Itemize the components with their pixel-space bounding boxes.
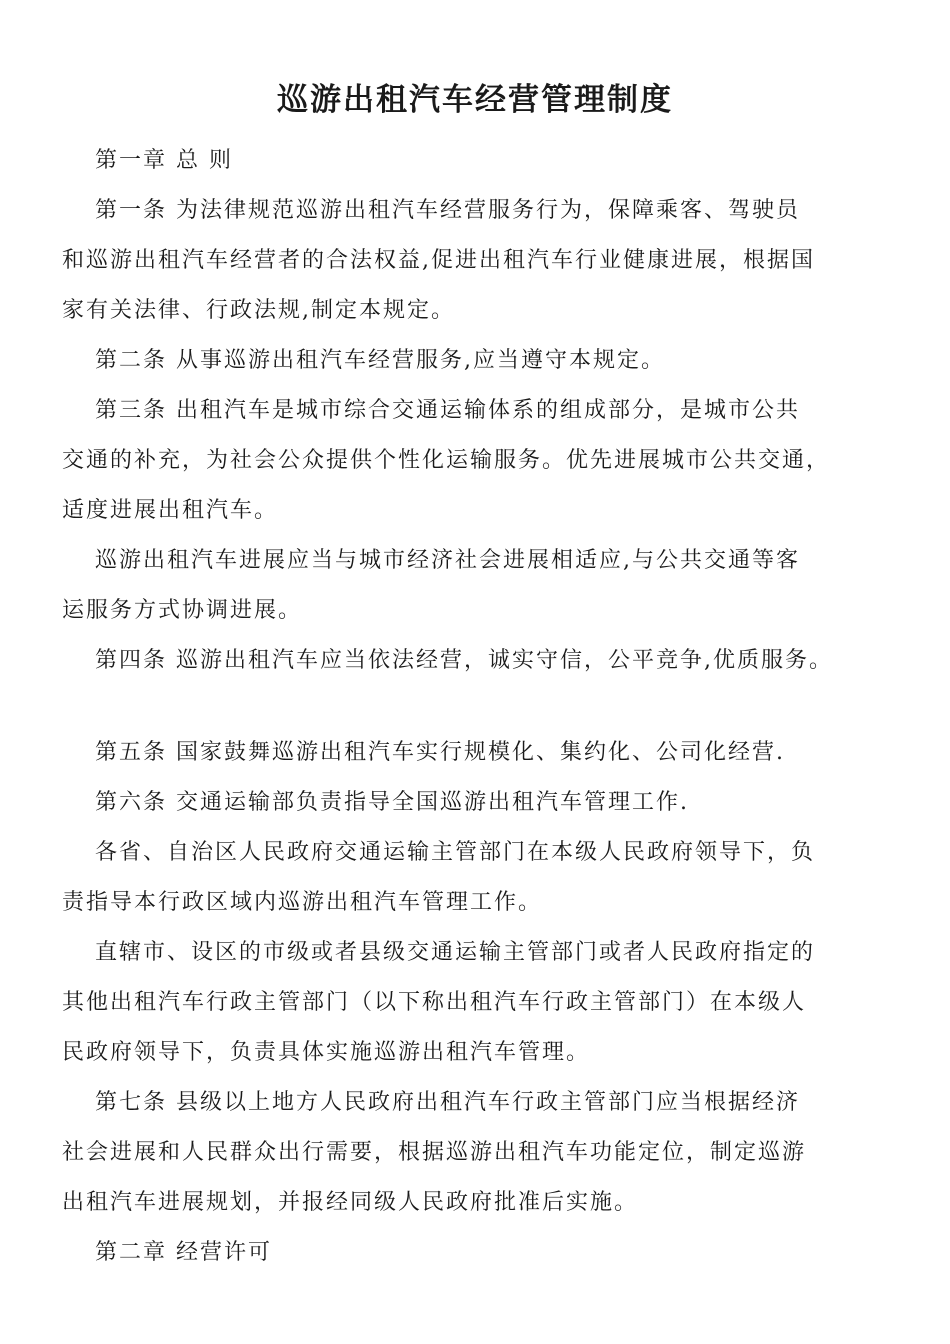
- article-5: [62, 728, 888, 778]
- text-line: 直辖市、设区的市级或者县级交通运输主管部门或者人民政府指定的: [95, 940, 816, 965]
- text-line: 适度进展出租汽车。: [62, 498, 279, 523]
- chapter-1-heading: [62, 136, 888, 186]
- text-line: 运服务方式协调进展。: [62, 598, 303, 623]
- text-line: 各省、自治区人民政府交通运输主管部门在本级人民政府领导下，负: [95, 840, 816, 865]
- article-3: [62, 386, 888, 536]
- text-line: 第二章 经营许可: [95, 1240, 272, 1265]
- article-6: [62, 778, 888, 828]
- article-2: [62, 336, 888, 386]
- text-line: 社会进展和人民群众出行需要，根据巡游出租汽车功能定位，制定巡游: [62, 1140, 807, 1165]
- text-line: 第四条 巡游出租汽车应当依法经营，诚实守信，公平竞争,优质服务。: [95, 648, 833, 673]
- text-line: 第三条 出租汽车是城市综合交通运输体系的组成部分，是城市公共: [95, 398, 800, 423]
- text-line: 出租汽车进展规划，并报经同级人民政府批准后实施。: [62, 1190, 639, 1215]
- text-line: 第五条 国家鼓舞巡游出租汽车实行规模化、集约化、公司化经营.: [95, 740, 785, 765]
- article-7: [62, 1078, 888, 1228]
- text-line: 第七条 县级以上地方人民政府出租汽车行政主管部门应当根据经济: [95, 1090, 800, 1115]
- text-line: 民政府领导下，负责具体实施巡游出租汽车管理。: [62, 1040, 591, 1065]
- document-title: 巡游出租汽车经营管理制度: [277, 82, 673, 118]
- article-3-clause-2: [62, 536, 888, 636]
- text-line: 交通的补充，为社会公众提供个性化运输服务。优先进展城市公共交通，: [62, 448, 831, 473]
- text-line: 第一条 为法律规范巡游出租汽车经营服务行为，保障乘客、驾驶员: [95, 198, 800, 223]
- chapter-2-heading: [62, 1228, 888, 1278]
- text-line: 巡游出租汽车进展应当与城市经济社会进展相适应,与公共交通等客: [95, 548, 800, 573]
- article-6-clause-3: [62, 928, 888, 1078]
- article-4: [62, 636, 888, 686]
- text-line: 其他出租汽车行政主管部门（以下称出租汽车行政主管部门）在本级人: [62, 990, 807, 1015]
- text-line: 第一章 总 则: [95, 148, 233, 173]
- text-line: 第二条 从事巡游出租汽车经营服务,应当遵守本规定。: [95, 348, 665, 373]
- text-line: 第六条 交通运输部负责指导全国巡游出租汽车管理工作.: [95, 790, 689, 815]
- text-line: 责指导本行政区域内巡游出租汽车管理工作。: [62, 890, 543, 915]
- text-line: 家有关法律、行政法规,制定本规定。: [62, 298, 455, 323]
- article-1: [62, 186, 888, 336]
- article-6-clause-2: [62, 828, 888, 928]
- text-line: 和巡游出租汽车经营者的合法权益,促进出租汽车行业健康进展，根据国: [62, 248, 815, 273]
